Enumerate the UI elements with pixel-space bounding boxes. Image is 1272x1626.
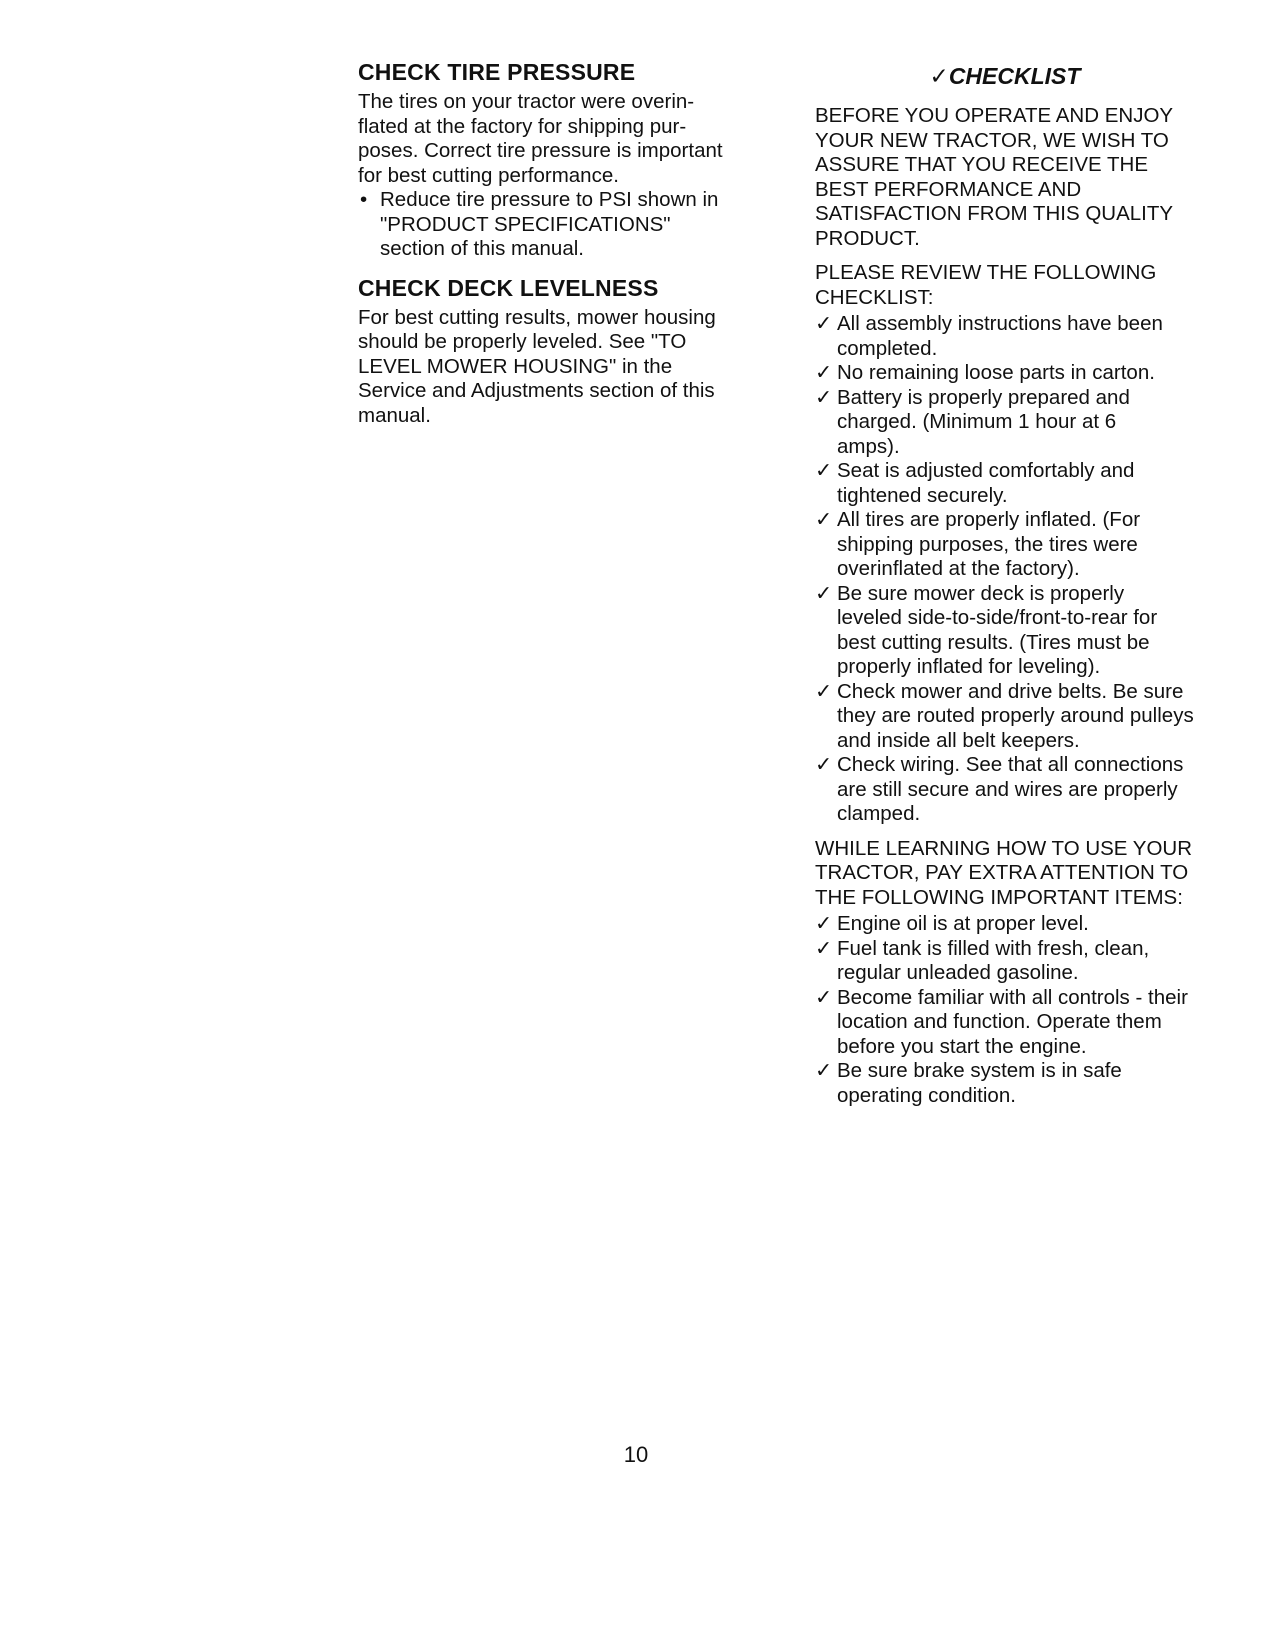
- checklist-items: [815, 312, 1235, 827]
- text-line: TRACTOR, PAY EXTRA ATTENTION TO: [815, 861, 1189, 884]
- checkmark-icon: ✓: [815, 312, 833, 335]
- checklist-review: [815, 261, 1235, 310]
- text-line: Be sure brake system is in safe: [837, 1059, 1122, 1082]
- checkmark-icon: ✓: [815, 753, 833, 776]
- text-line: Engine oil is at proper level.: [837, 912, 1089, 935]
- text-line: clamped.: [837, 802, 921, 825]
- text-line: should be properly leveled. See "TO: [358, 330, 687, 353]
- checkmark-icon: ✓: [815, 936, 833, 960]
- right-column: [815, 62, 1235, 1118]
- text-line: ASSURE THAT YOU RECEIVE THE: [815, 153, 1149, 176]
- bullet-item: [358, 188, 758, 262]
- text-line: poses. Correct tire pressure is important: [358, 139, 723, 162]
- checklist-title: ✓CHECKLIST: [929, 63, 1081, 89]
- text-line: location and function. Operate them: [837, 1010, 1162, 1033]
- text-line: flated at the factory for shipping pur-: [358, 114, 687, 138]
- text-line: The tires on your tractor were overin-: [358, 90, 695, 113]
- text-line: YOUR NEW TRACTOR, WE WISH TO: [815, 128, 1169, 152]
- text-line: PRODUCT.: [815, 226, 920, 250]
- text-line: charged. (Minimum 1 hour at 6: [837, 410, 1117, 433]
- checkmark-icon: ✓: [815, 912, 833, 935]
- checkmark-icon: ✓: [815, 459, 833, 482]
- text-line: BEST PERFORMANCE AND: [815, 177, 1082, 201]
- tire-pressure-text: [358, 90, 758, 188]
- text-line: Battery is properly prepared and: [837, 385, 1130, 409]
- deck-levelness-text: [358, 306, 758, 429]
- text-line: No remaining loose parts in carton.: [837, 361, 1155, 384]
- text-line: "PRODUCT SPECIFICATIONS": [380, 212, 671, 236]
- tire-pressure-bullets: [358, 188, 758, 262]
- important-item: [815, 912, 1235, 937]
- text-line: Service and Adjustments section of this: [358, 379, 715, 402]
- checkmark-icon: ✓: [815, 385, 833, 409]
- text-line: SATISFACTION FROM THIS QUALITY: [815, 202, 1174, 225]
- text-line: PLEASE REVIEW THE FOLLOWING: [815, 261, 1157, 284]
- deck-levelness-heading: CHECK DECK LEVELNESS: [358, 274, 659, 301]
- page-number: 10: [623, 1442, 649, 1467]
- text-line: operating condition.: [837, 1083, 1016, 1107]
- important-item: [815, 986, 1235, 1060]
- text-line: CHECKLIST:: [815, 285, 934, 309]
- text-line: THE FOLLOWING IMPORTANT ITEMS:: [815, 885, 1183, 909]
- checkmark-icon: ✓: [815, 1059, 833, 1082]
- checkmark-icon: ✓: [815, 361, 833, 384]
- text-line: Be sure mower deck is properly: [837, 581, 1125, 605]
- checkmark-icon: ✓: [815, 679, 833, 703]
- important-item: [815, 1059, 1235, 1108]
- checklist-item: [815, 312, 1235, 361]
- checklist-item: [815, 753, 1235, 827]
- text-line: Reduce tire pressure to PSI shown in: [380, 188, 719, 211]
- text-line: before you start the engine.: [837, 1034, 1087, 1058]
- bullet-icon: •: [360, 188, 368, 211]
- text-line: Become familiar with all controls - their: [837, 985, 1188, 1009]
- text-line: Fuel tank is filled with fresh, clean,: [837, 936, 1150, 960]
- important-items: [815, 912, 1235, 1108]
- text-line: are still secure and wires are properly: [837, 777, 1178, 801]
- text-line: and inside all belt keepers.: [837, 728, 1080, 752]
- checklist-item: [815, 361, 1235, 386]
- checklist-item: [815, 582, 1235, 680]
- checklist-intro: [815, 104, 1235, 251]
- important-item: [815, 937, 1235, 986]
- checklist-item: [815, 459, 1235, 508]
- checkmark-icon: ✓: [815, 508, 833, 531]
- text-line: best cutting results. (Tires must be: [837, 630, 1150, 654]
- checklist-item: [815, 680, 1235, 754]
- text-line: BEFORE YOU OPERATE AND ENJOY: [815, 104, 1174, 127]
- text-line: All tires are properly inflated. (For: [837, 508, 1141, 531]
- text-line: manual.: [358, 403, 431, 427]
- text-line: overinflated at the factory).: [837, 557, 1080, 580]
- important-intro: [815, 837, 1235, 911]
- text-line: shipping purposes, the tires were: [837, 532, 1138, 556]
- text-line: completed.: [837, 336, 938, 360]
- tire-pressure-heading: CHECK TIRE PRESSURE: [358, 59, 636, 85]
- text-line: For best cutting results, mower housing: [358, 305, 716, 329]
- text-line: LEVEL MOWER HOUSING" in the: [358, 354, 673, 378]
- checkmark-icon: ✓: [815, 581, 833, 605]
- text-line: Check wiring. See that all connections: [837, 753, 1184, 776]
- text-line: tightened securely.: [837, 483, 1008, 507]
- text-line: Check mower and drive belts. Be sure: [837, 679, 1184, 703]
- checklist-item: [815, 508, 1235, 582]
- text-line: leveled side-to-side/front-to-rear for: [837, 606, 1158, 629]
- left-column: [358, 58, 758, 428]
- text-line: Seat is adjusted comfortably and: [837, 459, 1135, 482]
- text-line: for best cutting performance.: [358, 163, 619, 187]
- text-line: they are routed properly around pulleys: [837, 704, 1194, 727]
- text-line: WHILE LEARNING HOW TO USE YOUR: [815, 836, 1193, 860]
- text-line: All assembly instructions have been: [837, 312, 1163, 335]
- text-line: amps).: [837, 434, 900, 458]
- text-line: section of this manual.: [380, 237, 584, 260]
- checkmark-icon: ✓: [815, 985, 833, 1009]
- checklist-item: [815, 386, 1235, 460]
- text-line: regular unleaded gasoline.: [837, 961, 1079, 984]
- text-line: properly inflated for leveling).: [837, 655, 1101, 678]
